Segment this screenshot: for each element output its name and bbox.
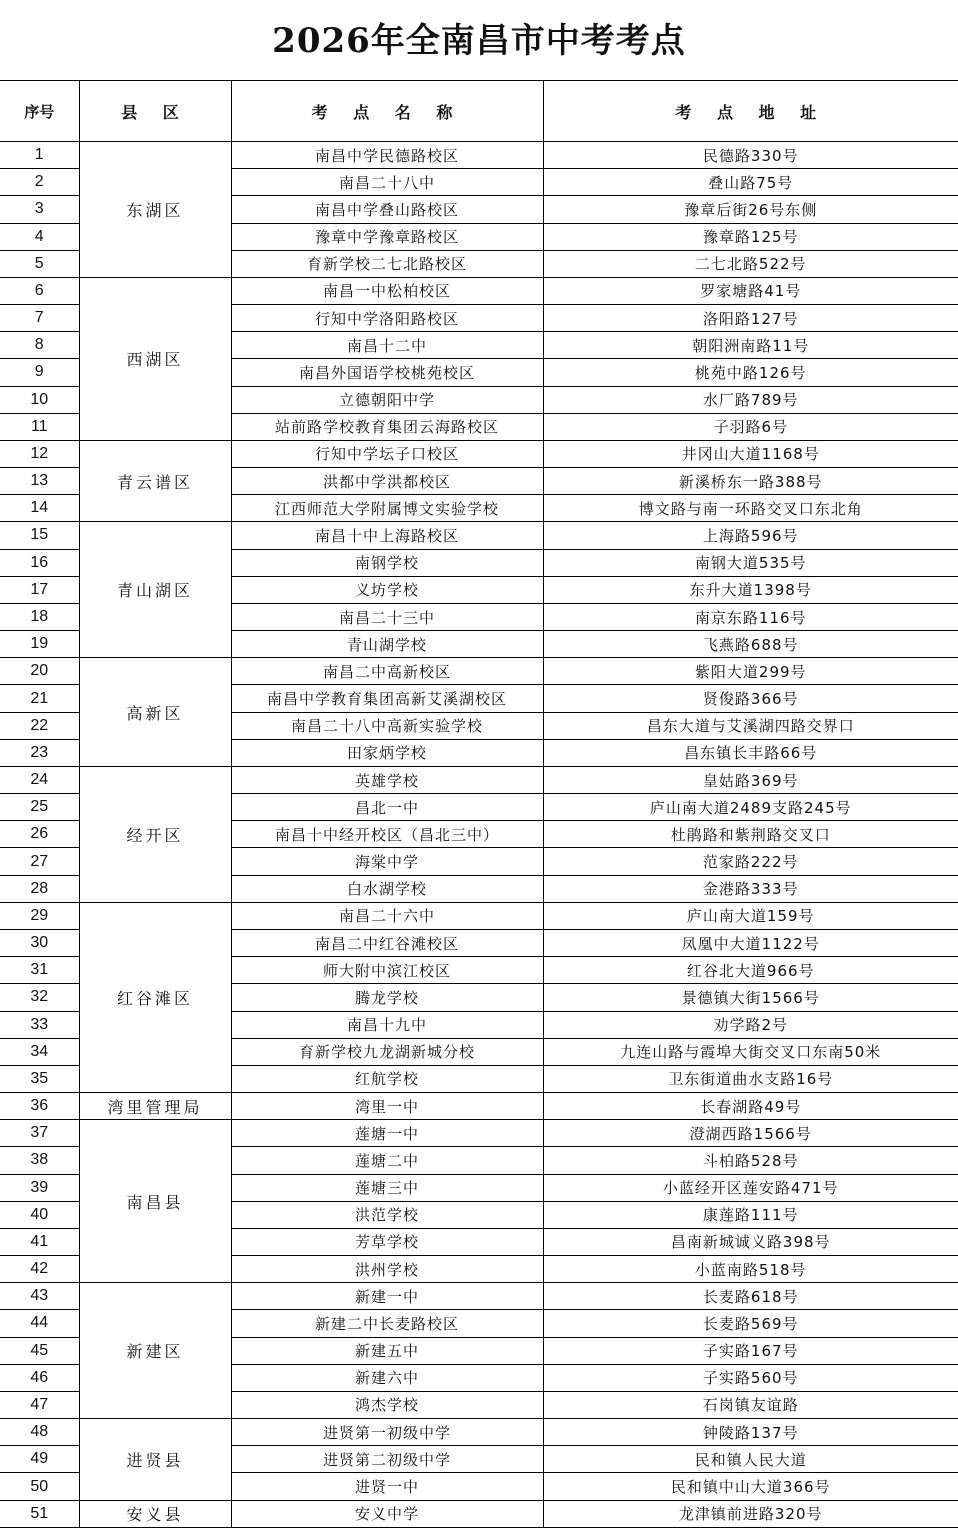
cell-site-name: 白水湖学校 — [231, 875, 543, 902]
table-row — [0, 1419, 958, 1446]
cell-seq: 45 — [0, 1337, 79, 1364]
cell-site-name: 莲塘三中 — [231, 1174, 543, 1201]
cell-site-name: 洪都中学洪都校区 — [231, 468, 543, 495]
cell-site-address: 皇姑路369号 — [543, 766, 958, 793]
cell-site-address: 长春湖路49号 — [543, 1093, 958, 1120]
cell-site-name: 育新学校二七北路校区 — [231, 250, 543, 277]
cell-site-address: 凤凰中大道1122号 — [543, 929, 958, 956]
cell-site-name: 洪州学校 — [231, 1256, 543, 1283]
table-row — [0, 277, 958, 304]
cell-seq: 41 — [0, 1228, 79, 1255]
cell-site-address: 庐山南大道159号 — [543, 902, 958, 929]
table-header-row — [0, 81, 958, 142]
cell-site-name: 莲塘一中 — [231, 1120, 543, 1147]
cell-site-name: 青山湖学校 — [231, 631, 543, 658]
cell-seq: 23 — [0, 739, 79, 766]
cell-site-name: 南昌二十六中 — [231, 902, 543, 929]
cell-site-address: 贤俊路366号 — [543, 685, 958, 712]
cell-site-name: 江西师范大学附属博文实验学校 — [231, 495, 543, 522]
cell-seq: 49 — [0, 1446, 79, 1473]
cell-seq: 11 — [0, 413, 79, 440]
table-row — [0, 1500, 958, 1527]
cell-site-name: 南昌二中红谷滩校区 — [231, 929, 543, 956]
cell-site-address: 昌东大道与艾溪湖四路交界口 — [543, 712, 958, 739]
cell-seq: 21 — [0, 685, 79, 712]
cell-site-address: 九连山路与霞埠大街交叉口东南50米 — [543, 1038, 958, 1065]
cell-site-address: 紫阳大道299号 — [543, 658, 958, 685]
cell-district: 青山湖区 — [79, 522, 231, 658]
cell-seq: 17 — [0, 576, 79, 603]
cell-site-name: 新建六中 — [231, 1364, 543, 1391]
cell-site-address: 水厂路789号 — [543, 386, 958, 413]
cell-seq: 8 — [0, 332, 79, 359]
cell-site-name: 鸿杰学校 — [231, 1391, 543, 1418]
cell-site-name: 南昌十中经开校区（昌北三中） — [231, 821, 543, 848]
cell-district: 南昌县 — [79, 1120, 231, 1283]
cell-site-name: 师大附中滨江校区 — [231, 957, 543, 984]
cell-seq: 47 — [0, 1391, 79, 1418]
cell-district: 西湖区 — [79, 277, 231, 440]
cell-site-address: 新溪桥东一路388号 — [543, 468, 958, 495]
cell-site-name: 进贤一中 — [231, 1473, 543, 1500]
cell-site-address: 小蓝经开区莲安路471号 — [543, 1174, 958, 1201]
cell-site-address: 劝学路2号 — [543, 1011, 958, 1038]
cell-seq: 43 — [0, 1283, 79, 1310]
cell-site-name: 新建五中 — [231, 1337, 543, 1364]
cell-seq: 42 — [0, 1256, 79, 1283]
cell-site-address: 洛阳路127号 — [543, 305, 958, 332]
cell-site-name: 海棠中学 — [231, 848, 543, 875]
cell-seq: 1 — [0, 142, 79, 169]
cell-site-address: 景德镇大街1566号 — [543, 984, 958, 1011]
cell-site-name: 腾龙学校 — [231, 984, 543, 1011]
cell-seq: 31 — [0, 957, 79, 984]
cell-seq: 6 — [0, 277, 79, 304]
cell-seq: 16 — [0, 549, 79, 576]
header-site-name: 考 点 名 称 — [231, 81, 543, 142]
cell-seq: 32 — [0, 984, 79, 1011]
table-row — [0, 766, 958, 793]
cell-site-name: 行知中学坛子口校区 — [231, 440, 543, 467]
cell-seq: 36 — [0, 1093, 79, 1120]
cell-seq: 29 — [0, 902, 79, 929]
cell-district: 湾里管理局 — [79, 1093, 231, 1120]
cell-site-address: 豫章后街26号东侧 — [543, 196, 958, 223]
cell-site-address: 子实路167号 — [543, 1337, 958, 1364]
cell-site-address: 民和镇人民大道 — [543, 1446, 958, 1473]
cell-seq: 51 — [0, 1500, 79, 1527]
cell-seq: 48 — [0, 1419, 79, 1446]
table-row — [0, 142, 958, 169]
cell-site-address: 桃苑中路126号 — [543, 359, 958, 386]
cell-site-name: 站前路学校教育集团云海路校区 — [231, 413, 543, 440]
cell-site-address: 昌南新城诚义路398号 — [543, 1228, 958, 1255]
cell-district: 新建区 — [79, 1283, 231, 1419]
cell-site-address: 东升大道1398号 — [543, 576, 958, 603]
cell-site-name: 南钢学校 — [231, 549, 543, 576]
cell-seq: 22 — [0, 712, 79, 739]
cell-site-name: 南昌中学教育集团高新艾溪湖校区 — [231, 685, 543, 712]
cell-seq: 20 — [0, 658, 79, 685]
cell-site-name: 英雄学校 — [231, 766, 543, 793]
cell-site-address: 庐山南大道2489支路245号 — [543, 794, 958, 821]
cell-seq: 28 — [0, 875, 79, 902]
cell-site-address: 杜鹃路和紫荆路交叉口 — [543, 821, 958, 848]
cell-site-name: 进贤第一初级中学 — [231, 1419, 543, 1446]
cell-seq: 33 — [0, 1011, 79, 1038]
cell-site-name: 南昌二中高新校区 — [231, 658, 543, 685]
header-seq: 序号 — [0, 81, 79, 142]
cell-site-name: 洪范学校 — [231, 1201, 543, 1228]
table-row — [0, 440, 958, 467]
cell-site-name: 莲塘二中 — [231, 1147, 543, 1174]
cell-site-name: 南昌十二中 — [231, 332, 543, 359]
cell-site-name: 南昌十中上海路校区 — [231, 522, 543, 549]
cell-site-address: 范家路222号 — [543, 848, 958, 875]
cell-site-address: 民德路330号 — [543, 142, 958, 169]
cell-seq: 24 — [0, 766, 79, 793]
cell-seq: 2 — [0, 169, 79, 196]
cell-site-address: 钟陵路137号 — [543, 1419, 958, 1446]
cell-site-name: 南昌二十八中高新实验学校 — [231, 712, 543, 739]
cell-site-name: 育新学校九龙湖新城分校 — [231, 1038, 543, 1065]
cell-site-name: 南昌一中松柏校区 — [231, 277, 543, 304]
cell-seq: 9 — [0, 359, 79, 386]
cell-seq: 27 — [0, 848, 79, 875]
cell-site-address: 叠山路75号 — [543, 169, 958, 196]
cell-site-address: 子羽路6号 — [543, 413, 958, 440]
cell-seq: 5 — [0, 250, 79, 277]
table-row — [0, 1283, 958, 1310]
cell-site-name: 湾里一中 — [231, 1093, 543, 1120]
cell-seq: 13 — [0, 468, 79, 495]
cell-site-name: 红航学校 — [231, 1065, 543, 1092]
cell-seq: 40 — [0, 1201, 79, 1228]
cell-site-address: 子实路560号 — [543, 1364, 958, 1391]
cell-seq: 15 — [0, 522, 79, 549]
cell-site-name: 进贤第二初级中学 — [231, 1446, 543, 1473]
table-row — [0, 522, 958, 549]
cell-site-address: 石岗镇友谊路 — [543, 1391, 958, 1418]
cell-district: 青云谱区 — [79, 440, 231, 522]
cell-site-name: 南昌中学民德路校区 — [231, 142, 543, 169]
cell-site-address: 金港路333号 — [543, 875, 958, 902]
cell-seq: 34 — [0, 1038, 79, 1065]
cell-site-name: 新建二中长麦路校区 — [231, 1310, 543, 1337]
cell-site-address: 朝阳洲南路11号 — [543, 332, 958, 359]
cell-site-address: 卫东街道曲水支路16号 — [543, 1065, 958, 1092]
cell-district: 东湖区 — [79, 142, 231, 278]
cell-seq: 38 — [0, 1147, 79, 1174]
cell-seq: 35 — [0, 1065, 79, 1092]
cell-site-address: 长麦路569号 — [543, 1310, 958, 1337]
cell-site-address: 长麦路618号 — [543, 1283, 958, 1310]
table-row — [0, 1093, 958, 1120]
cell-seq: 46 — [0, 1364, 79, 1391]
exam-sites-table — [0, 80, 958, 1528]
cell-site-address: 豫章路125号 — [543, 223, 958, 250]
cell-site-name: 安义中学 — [231, 1500, 543, 1527]
cell-site-name: 南昌中学叠山路校区 — [231, 196, 543, 223]
cell-site-address: 红谷北大道966号 — [543, 957, 958, 984]
cell-district: 高新区 — [79, 658, 231, 767]
cell-seq: 44 — [0, 1310, 79, 1337]
cell-site-name: 义坊学校 — [231, 576, 543, 603]
cell-seq: 3 — [0, 196, 79, 223]
cell-site-address: 澄湖西路1566号 — [543, 1120, 958, 1147]
table-row — [0, 902, 958, 929]
cell-site-address: 井冈山大道1168号 — [543, 440, 958, 467]
cell-seq: 19 — [0, 631, 79, 658]
cell-seq: 7 — [0, 305, 79, 332]
cell-seq: 30 — [0, 929, 79, 956]
cell-site-address: 龙津镇前进路320号 — [543, 1500, 958, 1527]
cell-seq: 10 — [0, 386, 79, 413]
cell-site-name: 南昌二十八中 — [231, 169, 543, 196]
cell-seq: 4 — [0, 223, 79, 250]
cell-site-name: 新建一中 — [231, 1283, 543, 1310]
cell-site-name: 田家炳学校 — [231, 739, 543, 766]
cell-site-name: 立德朝阳中学 — [231, 386, 543, 413]
cell-seq: 50 — [0, 1473, 79, 1500]
cell-seq: 26 — [0, 821, 79, 848]
cell-site-name: 南昌外国语学校桃苑校区 — [231, 359, 543, 386]
cell-district: 红谷滩区 — [79, 902, 231, 1092]
cell-site-address: 昌东镇长丰路66号 — [543, 739, 958, 766]
header-site-address: 考 点 地 址 — [543, 81, 958, 142]
cell-site-address: 小蓝南路518号 — [543, 1256, 958, 1283]
cell-site-address: 斗柏路528号 — [543, 1147, 958, 1174]
cell-site-address: 二七北路522号 — [543, 250, 958, 277]
table-row — [0, 1120, 958, 1147]
cell-site-name: 豫章中学豫章路校区 — [231, 223, 543, 250]
cell-district: 进贤县 — [79, 1419, 231, 1501]
page-title: 2026年全南昌市中考考点 — [272, 21, 686, 61]
cell-site-address: 上海路596号 — [543, 522, 958, 549]
cell-site-address: 博文路与南一环路交叉口东北角 — [543, 495, 958, 522]
cell-site-name: 南昌二十三中 — [231, 603, 543, 630]
cell-district: 安义县 — [79, 1500, 231, 1527]
header-district: 县 区 — [79, 81, 231, 142]
cell-seq: 37 — [0, 1120, 79, 1147]
cell-site-address: 南钢大道535号 — [543, 549, 958, 576]
cell-site-name: 南昌十九中 — [231, 1011, 543, 1038]
cell-site-name: 芳草学校 — [231, 1228, 543, 1255]
cell-site-address: 南京东路116号 — [543, 603, 958, 630]
cell-seq: 25 — [0, 794, 79, 821]
cell-site-address: 康莲路111号 — [543, 1201, 958, 1228]
cell-site-address: 罗家塘路41号 — [543, 277, 958, 304]
cell-site-address: 飞燕路688号 — [543, 631, 958, 658]
cell-site-name: 行知中学洛阳路校区 — [231, 305, 543, 332]
cell-seq: 14 — [0, 495, 79, 522]
table-body — [0, 142, 958, 1528]
cell-site-name: 昌北一中 — [231, 794, 543, 821]
cell-seq: 18 — [0, 603, 79, 630]
cell-site-address: 民和镇中山大道366号 — [543, 1473, 958, 1500]
cell-seq: 12 — [0, 440, 79, 467]
cell-seq: 39 — [0, 1174, 79, 1201]
cell-district: 经开区 — [79, 766, 231, 902]
table-row — [0, 658, 958, 685]
